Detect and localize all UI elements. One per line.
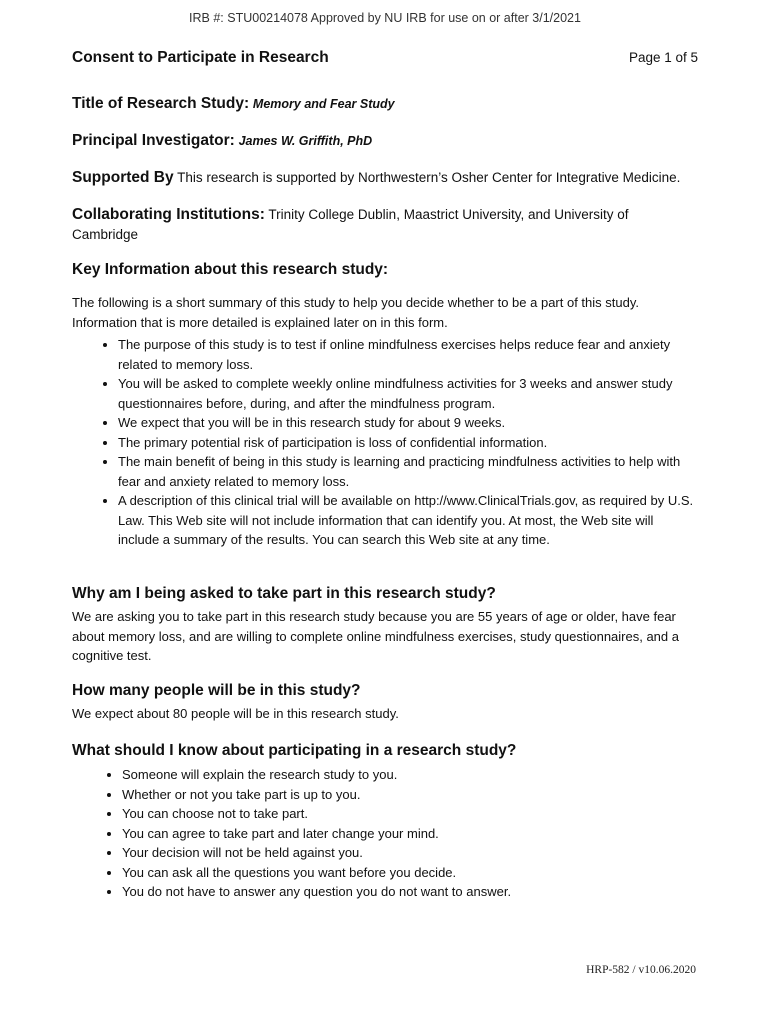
collaborating-label: Collaborating Institutions: — [72, 205, 265, 223]
list-item: • Someone will explain the research study to you. — [122, 765, 698, 785]
study-title-label: Title of Research Study: — [72, 94, 250, 112]
supported-by-value: This research is supported by Northwestern’s Osher Center for Integrative Medicine. — [177, 169, 681, 185]
document-title: Consent to Participate in Research — [72, 49, 329, 66]
document-header — [72, 48, 698, 68]
key-info-list — [72, 335, 698, 550]
list-item: • The purpose of this study is to test if online mindfulness exercises helps reduce fear and anxiety related to memory loss. — [118, 335, 698, 374]
list-item — [118, 491, 698, 550]
what-know-heading: What should I know about participating in a research study? — [72, 741, 517, 759]
list-item: • Whether or not you take part is up to you. — [122, 785, 698, 805]
list-item: • We expect that you will be in this research study for about 9 weeks. — [118, 413, 698, 433]
list-item: • You can choose not to take part. — [122, 804, 698, 824]
list-item: • Your decision will not be held against you. — [122, 843, 698, 863]
irb-approval-stamp: IRB #: STU00214078 Approved by NU IRB for use on or after 3/1/2021 — [189, 11, 581, 25]
what-know-list — [72, 765, 698, 902]
collaborating-value: Trinity College Dublin, Maastrict University, and University of Cambridge — [72, 206, 629, 242]
study-title-field — [72, 94, 698, 114]
form-version-footer: HRP-582 / v10.06.2020 — [586, 964, 696, 976]
key-info-heading: Key Information about this research study: — [72, 260, 389, 278]
key-info-intro: The following is a short summary of this study to help you decide whether to be a part of this study. Information that is more detailed is explained later on in this form. — [72, 295, 639, 330]
list-item: • You can agree to take part and later change your mind. — [122, 824, 698, 844]
pi-label: Principal Investigator: — [72, 131, 235, 149]
pi-value: James W. Griffith, PhD — [238, 133, 373, 148]
collaborating-institutions-field — [72, 205, 698, 245]
how-many-text: We expect about 80 people will be in this research study. — [72, 706, 399, 721]
clinicaltrials-text: A description of this clinical trial will be available on http://www.ClinicalTrials.gov, as required by U.S. Law. This Web site will not include information that can identify you. At most, the Web site will include a summary of the results. You can search this Web site at any time. — [118, 493, 694, 547]
why-heading: Why am I being asked to take part in this research study? — [72, 584, 496, 602]
study-title-value: Memory and Fear Study — [252, 96, 395, 111]
list-item: • The main benefit of being in this study is learning and practicing mindfulness activities to help with fear and anxiety related to memory loss. — [118, 452, 698, 491]
list-item: • You can ask all the questions you want before you decide. — [122, 863, 698, 883]
list-item: • You do not have to answer any question you do not want to answer. — [122, 882, 698, 902]
supported-by-field — [72, 168, 698, 188]
consent-page — [72, 48, 698, 902]
why-text: We are asking you to take part in this research study because you are 55 years of age or older, have fear about memory loss, and are willing to complete online mindfulness exercises, study questionnaires, and a cognitive test. — [72, 609, 679, 663]
page-number: Page 1 of 5 — [628, 50, 698, 65]
pi-field — [72, 131, 698, 151]
list-item: • You will be asked to complete weekly online mindfulness activities for 3 weeks and answer study questionnaires before, during, and after the mindfulness program. — [118, 374, 698, 413]
how-many-heading: How many people will be in this study? — [72, 681, 361, 699]
supported-by-label: Supported By — [72, 168, 174, 186]
list-item: • The primary potential risk of participation is loss of confidential information. — [118, 433, 698, 453]
